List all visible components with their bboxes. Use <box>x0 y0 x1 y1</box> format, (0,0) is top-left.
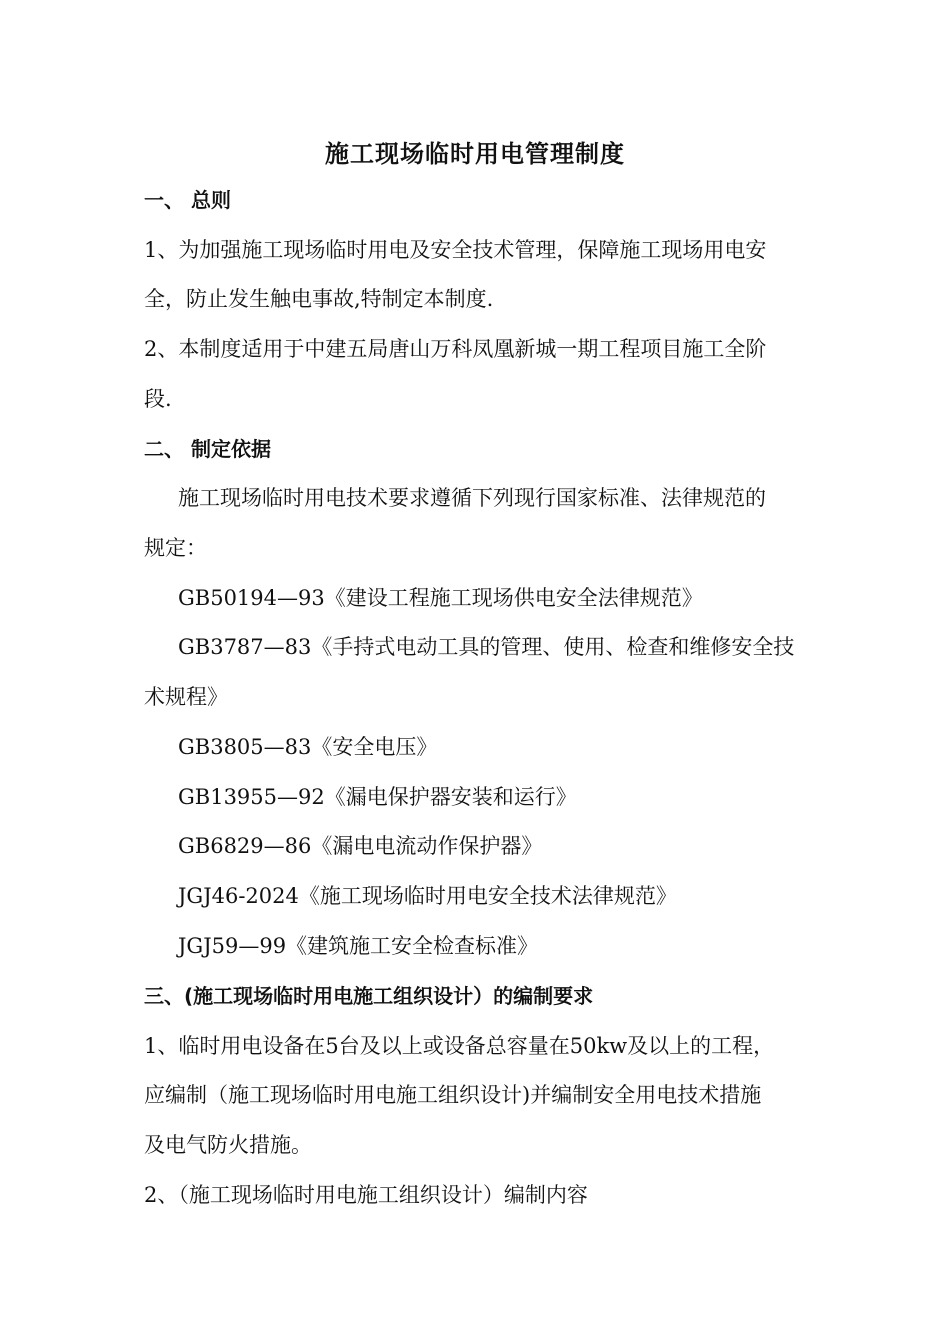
standard-item: GB3787—83《手持式电动工具的管理、使用、检查和维修安全技 <box>178 635 795 659</box>
paragraph-line: 全，防止发生触电事故,特制定本制度. <box>144 287 494 311</box>
standard-item: JGJ59—99《建筑施工安全检查标准》 <box>178 934 539 958</box>
standard-item: GB13955—92《漏电保护器安装和运行》 <box>178 785 577 809</box>
paragraph-line: 段. <box>144 387 172 411</box>
paragraph-line: 及电气防火措施。 <box>144 1133 312 1157</box>
standard-item: GB6829—86《漏电电流动作保护器》 <box>178 834 543 858</box>
paragraph-line: 施工现场临时用电技术要求遵循下列现行国家标准、法律规范的 <box>178 486 766 510</box>
section-heading-1: 一、 总则 <box>144 188 231 212</box>
paragraph-line: 2、（施工现场临时用电施工组织设计）编制内容 <box>144 1183 588 1207</box>
paragraph-line: 1、临时用电设备在5台及以上或设备总容量在50kw及以上的工程， <box>144 1034 775 1058</box>
standard-item: GB50194—93《建设工程施工现场供电安全法律规范》 <box>178 586 703 610</box>
paragraph-line: 1、为加强施工现场临时用电及安全技术管理，保障施工现场用电安 <box>144 238 767 262</box>
document-title: 施工现场临时用电管理制度 <box>325 139 625 168</box>
standard-item-continued: 术规程》 <box>144 685 228 709</box>
section-heading-3: 三、(施工现场临时用电施工组织设计）的编制要求 <box>144 984 594 1008</box>
standard-item: GB3805—83《安全电压》 <box>178 735 438 759</box>
paragraph-line: 规定： <box>144 536 207 560</box>
section-heading-2: 二、 制定依据 <box>144 437 271 461</box>
standard-item: JGJ46-2024《施工现场临时用电安全技术法律规范》 <box>178 884 677 908</box>
paragraph-line: 应编制（施工现场临时用电施工组织设计)并编制安全用电技术措施 <box>144 1083 762 1107</box>
paragraph-line: 2、本制度适用于中建五局唐山万科凤凰新城一期工程项目施工全阶 <box>144 337 767 361</box>
